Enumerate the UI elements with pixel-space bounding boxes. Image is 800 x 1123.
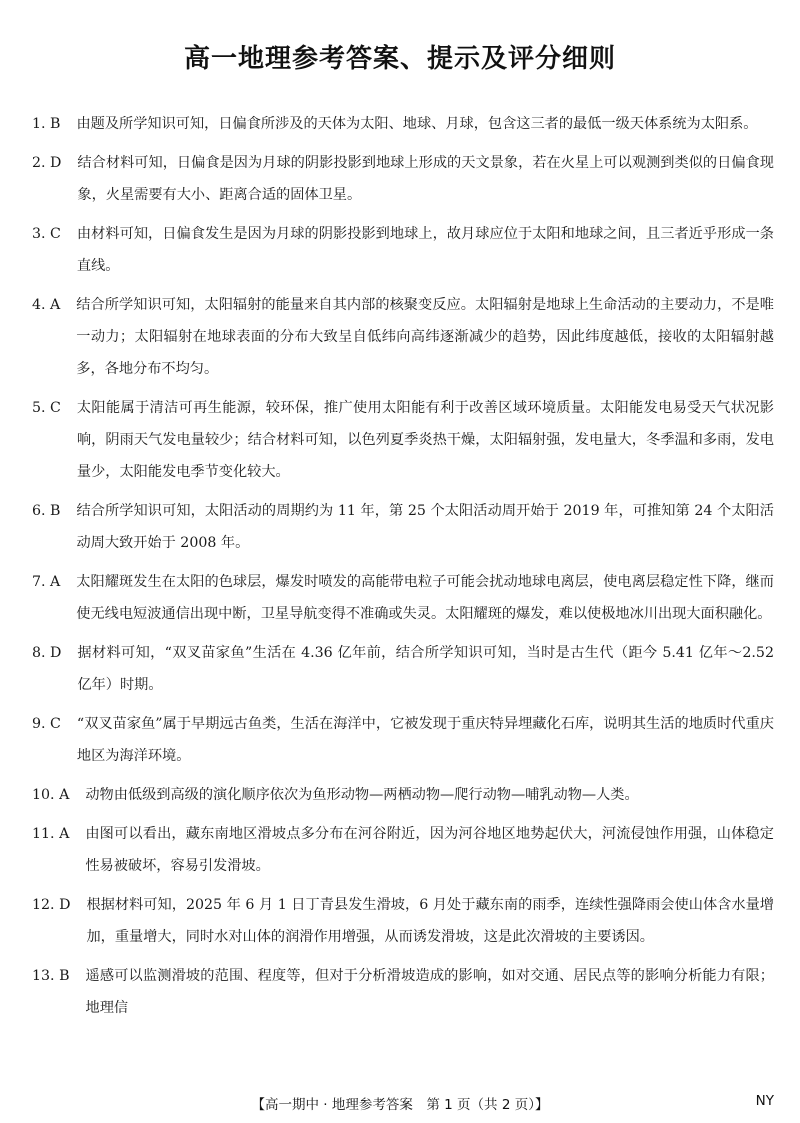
answer-number: 13. B bbox=[32, 968, 70, 984]
answer-explanation: 太阳耀斑发生在太阳的色球层，爆发时喷发的高能带电粒子可能会扰动地球电离层，使电离层稳定性下降，继而使无线电短波通信出现中断，卫星导航变得不准确或失灵。太阳耀斑的爆发，难以使极地冰川出现大面积融化。 bbox=[76, 574, 774, 622]
answer-item bbox=[32, 566, 774, 630]
answer-number: 8. D bbox=[32, 645, 62, 661]
answer-explanation: 根据材料可知，2025 年 6 月 1 日丁青县发生滑坡，6 月处于藏东南的雨季，连续性强降雨会使山体含水量增加，重量增大，同时水对山体的润滑作用增强，从而诱发滑坡，这是此次滑坡的主要诱因。 bbox=[86, 897, 774, 945]
answer-item bbox=[32, 818, 774, 882]
answer-number: 3. C bbox=[32, 226, 61, 242]
answer-number: 11. A bbox=[32, 826, 70, 842]
answer-item bbox=[32, 637, 774, 701]
answer-list bbox=[32, 108, 774, 1031]
answer-explanation: 由材料可知，日偏食发生是因为月球的阴影投影到地球上，故月球应位于太阳和地球之间，且三者近乎形成一条直线。 bbox=[76, 226, 774, 274]
answer-explanation: “双叉苗家鱼”属于早期远古鱼类，生活在海洋中，它被发现于重庆特异埋藏化石库，说明其生活的地质时代重庆地区为海洋环境。 bbox=[76, 716, 774, 764]
answer-item bbox=[32, 289, 774, 385]
answer-item bbox=[32, 218, 774, 282]
answer-number: 2. D bbox=[32, 155, 62, 171]
page-title: 高一地理参考答案、提示及评分细则 bbox=[183, 44, 616, 74]
answer-item bbox=[32, 392, 774, 488]
answer-explanation: 结合所学知识可知，太阳活动的周期约为 11 年，第 25 个太阳活动周开始于 2019 年，可推知第 24 个太阳活动周大致开始于 2008 年。 bbox=[76, 503, 774, 551]
answer-number: 12. D bbox=[32, 897, 71, 913]
answer-number: 10. A bbox=[32, 787, 70, 803]
answer-number: 5. C bbox=[32, 400, 61, 416]
answer-explanation: 动物由低级到高级的演化顺序依次为鱼形动物—两栖动物—爬行动物—哺乳动物—人类。 bbox=[85, 787, 639, 803]
answer-item bbox=[32, 108, 774, 140]
answer-item bbox=[32, 779, 774, 811]
answer-item bbox=[32, 889, 774, 953]
answer-item bbox=[32, 708, 774, 772]
answer-number: 1. B bbox=[32, 116, 61, 132]
answer-explanation: 结合材料可知，日偏食是因为月球的阴影投影到地球上形成的天文景象，若在火星上可以观测到类似的日偏食现象，火星需要有大小、距离合适的固体卫星。 bbox=[77, 155, 774, 203]
answer-item bbox=[32, 960, 774, 1024]
answer-number: 6. B bbox=[32, 503, 61, 519]
answer-explanation: 结合所学知识可知，太阳辐射的能量来自其内部的核聚变反应。太阳辐射是地球上生命活动的主要动力，不是唯一动力；太阳辐射在地球表面的分布大致呈自低纬向高纬逐渐减少的趋势，因此纬度越低，接收的太阳辐射越多，各地分布不均匀。 bbox=[76, 297, 774, 377]
answer-number: 7. A bbox=[32, 574, 61, 590]
answer-explanation: 太阳能属于清洁可再生能源，较环保，推广使用太阳能有利于改善区域环境质量。太阳能发电易受天气状况影响，阴雨天气发电量较少；结合材料可知，以色列夏季炎热干燥，太阳辐射强，发电量大，冬季温和多雨，发电量少，太阳能发电季节变化较大。 bbox=[76, 400, 774, 480]
answer-explanation: 由图可以看出，藏东南地区滑坡点多分布在河谷附近，因为河谷地区地势起伏大，河流侵蚀作用强，山体稳定性易被破坏，容易引发滑坡。 bbox=[85, 826, 774, 874]
answer-explanation: 由题及所学知识可知，日偏食所涉及的天体为太阳、地球、月球，包含这三者的最低一级天体系统为太阳系。 bbox=[76, 116, 758, 132]
footer-code: NY bbox=[755, 1093, 774, 1109]
answer-item bbox=[32, 147, 774, 211]
answer-explanation: 据材料可知，“双叉苗家鱼”生活在 4.36 亿年前，结合所学知识可知，当时是古生代（距今 5.41 亿年～2.52 亿年）时期。 bbox=[77, 645, 774, 693]
page-footer: 【高一期中 · 地理参考答案 第 1 页（共 2 页）】 bbox=[251, 1097, 549, 1113]
answer-explanation: 遥感可以监测滑坡的范围、程度等，但对于分析滑坡造成的影响，如对交通、居民点等的影响分析能力有限；地理信 bbox=[85, 968, 774, 1016]
answer-item bbox=[32, 495, 774, 559]
answer-number: 9. C bbox=[32, 716, 61, 732]
answer-number: 4. A bbox=[32, 297, 61, 313]
